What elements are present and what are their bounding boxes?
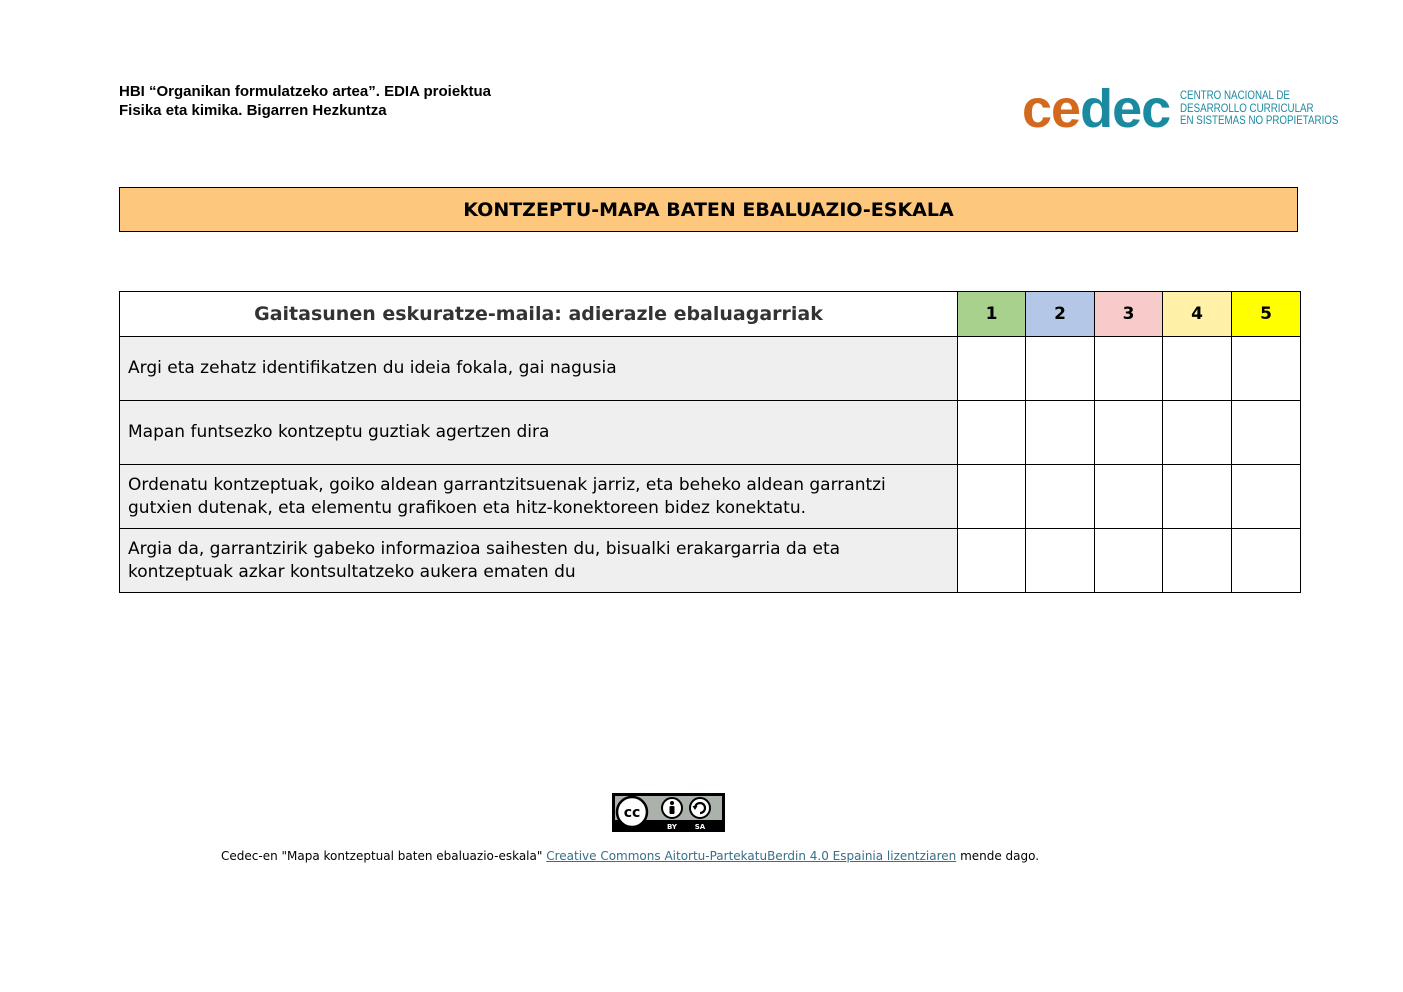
score-cell[interactable] [1026,529,1095,593]
rubric-table [119,291,1301,593]
score-cell[interactable] [1232,465,1301,529]
score-cell[interactable] [958,337,1026,401]
score-cell[interactable] [1163,465,1232,529]
table-row [120,529,1301,593]
logo-sub-line3: EN SISTEMAS NO PROPIETARIOS [1180,115,1339,128]
table-row [120,337,1301,401]
score-cell[interactable] [1232,401,1301,465]
logo-sub-line2: DESARROLLO CURRICULAR [1180,102,1314,115]
logo-subtitle [1180,90,1338,128]
page-title: KONTZEPTU-MAPA BATEN EBALUAZIO-ESKALA [119,187,1298,232]
cc-symbol-text: cc [623,805,641,821]
indicator-column-header: Gaitasunen eskuratze-maila: adierazle ebaluagarriak [120,292,958,337]
score-cell[interactable] [1026,401,1095,465]
license-text-before: Cedec-en "Mapa kontzeptual baten ebaluazio-eskala" [221,849,547,863]
score-cell[interactable] [1095,465,1163,529]
score-header-5: 5 [1232,292,1301,337]
score-cell[interactable] [1232,337,1301,401]
logo-sub-line1: CENTRO NACIONAL DE [1180,90,1291,103]
document-header [119,82,491,120]
license-text-after: mende dago. [956,849,1040,863]
score-cell[interactable] [958,529,1026,593]
cc-license-icon [613,794,724,831]
sa-label: SA [694,823,706,831]
logo-word-part2: dec [1080,79,1171,139]
project-title: HBI “Organikan formulatzeko artea”. EDIA proiektua [119,83,492,100]
score-cell[interactable] [958,465,1026,529]
score-cell[interactable] [1095,401,1163,465]
indicator-text: Ordenatu kontzeptuak, goiko aldean garrantzitsuenak jarriz, eta beheko aldean garrantzi gutxien dutenak, eta elementu grafikoen eta hitz-konektoreen bidez konektatu. [120,465,958,529]
subject-line: Fisika eta kimika. Bigarren Hezkuntza [119,102,387,119]
score-header-3: 3 [1095,292,1163,337]
score-header-2: 2 [1026,292,1095,337]
score-cell[interactable] [1026,337,1095,401]
indicator-text: Mapan funtsezko kontzeptu guztiak agertzen dira [120,401,958,465]
cedec-logo [1022,79,1367,139]
license-note [221,848,1039,864]
indicator-text: Argia da, garrantzirik gabeko informazioa saihesten du, bisualki erakargarria da eta kontzeptuak azkar kontsultatzeko aukera ematen du [120,529,958,593]
score-cell[interactable] [1026,465,1095,529]
score-cell[interactable] [1095,337,1163,401]
score-header-1: 1 [958,292,1026,337]
by-label: BY [666,823,678,831]
license-link[interactable]: Creative Commons Aitortu-PartekatuBerdin 4.0 Espainia lizentziaren [546,849,957,863]
logo-wordmark [1022,79,1171,139]
table-header-row [120,292,1301,337]
score-cell[interactable] [1232,529,1301,593]
score-cell[interactable] [1163,529,1232,593]
logo-word-part1: ce [1022,79,1081,139]
score-cell[interactable] [1163,401,1232,465]
score-cell[interactable] [958,401,1026,465]
score-header-4: 4 [1163,292,1232,337]
indicator-text: Argi eta zehatz identifikatzen du ideia fokala, gai nagusia [120,337,958,401]
score-cell[interactable] [1095,529,1163,593]
table-row [120,401,1301,465]
score-cell[interactable] [1163,337,1232,401]
table-row [120,465,1301,529]
cc-by-sa-badge[interactable] [612,793,725,832]
